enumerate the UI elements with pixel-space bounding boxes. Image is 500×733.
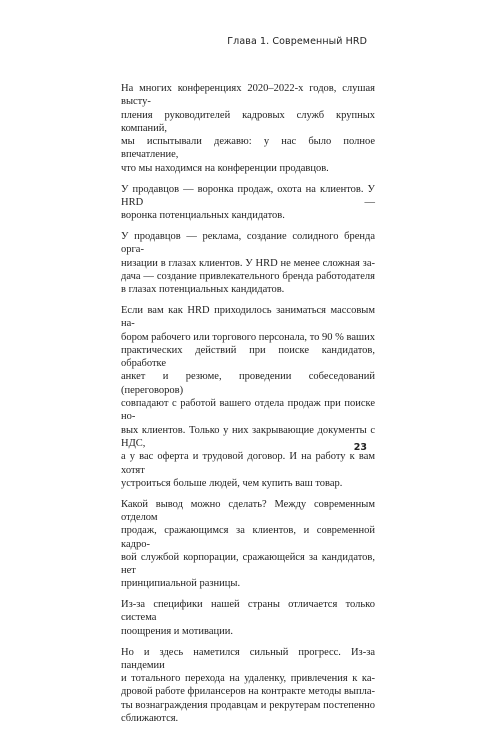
text-line: вой службой корпорации, сражающейся за кандидатов, нет xyxy=(121,551,375,577)
text-line: а у вас оферта и трудовой договор. И на работу к вам хотят xyxy=(121,451,375,476)
text-line: продаж, сражающимся за клиентов, и современной кадро- xyxy=(121,525,375,550)
text-line: поощрения и мотивации. xyxy=(121,625,233,637)
text-line: Если вам как HRD приходилось заниматься массовым на- xyxy=(121,304,375,330)
text-line: вых клиентов. Только у них закрывающие документы с НДС, xyxy=(121,424,375,449)
text-line: анкет и резюме, проведении собеседований (переговоров) xyxy=(121,371,375,396)
text-line: устроиться больше людей, чем купить ваш товар. xyxy=(121,477,343,489)
running-header: Глава 1. Современный HRD xyxy=(227,36,367,47)
text-line: дровой работе фрилансеров на контракте методы выпла- xyxy=(121,686,375,698)
text-line: принципиальной разницы. xyxy=(121,578,241,590)
text-line: в глазах потенциальных кандидатов. xyxy=(121,284,285,296)
text-line: Из-за специфики нашей страны отличается только система xyxy=(121,599,375,624)
text-line: мы испытывали дежавю: у нас было полное впечатление, xyxy=(121,136,375,161)
paragraph xyxy=(121,183,375,223)
paragraph xyxy=(121,304,375,490)
text-line: ты вознаграждения продавцам и рекрутерам постепенно xyxy=(121,699,375,711)
page-number: 23 xyxy=(353,442,367,453)
text-line: дача — создание привлекательного бренда работодателя xyxy=(121,270,375,282)
text-line: и тотального перехода на удаленку, привлечения к ка- xyxy=(121,673,375,685)
page-body xyxy=(121,82,375,733)
text-line: сближаются. xyxy=(121,713,179,725)
text-line: воронка потенциальных кандидатов. xyxy=(121,210,285,222)
text-line: низации в глазах клиентов. У HRD не менее сложная за- xyxy=(121,257,375,269)
paragraph xyxy=(121,598,375,638)
text-line: совпадают с работой вашего отдела продаж при поиске но- xyxy=(121,398,375,423)
paragraph xyxy=(121,646,375,726)
text-line: пления руководителей кадровых служб крупных компаний, xyxy=(121,109,375,134)
text-line: На многих конференциях 2020–2022-х годов, слушая высту- xyxy=(121,83,375,108)
paragraph xyxy=(121,498,375,591)
text-line: практических действий при поиске кандидатов, обработке xyxy=(121,344,375,370)
text-line: Но и здесь наметился сильный прогресс. Из-за пандемии xyxy=(121,646,375,671)
text-line: У продавцов — реклама, создание солидного бренда орга- xyxy=(121,230,375,256)
text-line: Какой вывод можно сделать? Между современным отделом xyxy=(121,498,375,523)
paragraph xyxy=(121,82,375,175)
text-line: У продавцов — воронка продаж, охота на клиентов. У HRD — xyxy=(121,183,375,208)
text-line: что мы находимся на конференции продавцов. xyxy=(121,162,329,174)
text-line: бором рабочего или торгового персонала, то 90 % ваших xyxy=(121,331,375,343)
paragraph xyxy=(121,230,375,296)
